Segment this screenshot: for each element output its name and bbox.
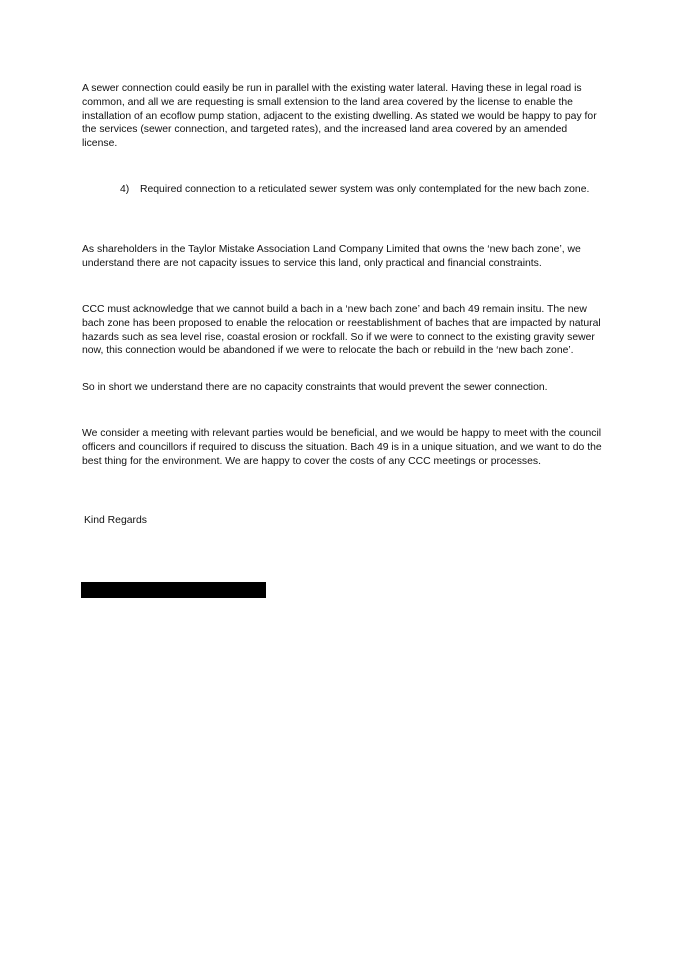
list-item-text: Required connection to a reticulated sewer system was only contemplated for the new bach zone. bbox=[140, 184, 590, 195]
paragraph-ccc-acknowledge: CCC must acknowledge that we cannot build a bach in a ‘new bach zone’ and bach 49 remain insitu. The new bach zone has been proposed to enable the relocation or reestablishment of baches that are impacted by natural hazards such as sea level rise, coastal erosion or rockfall. So if we were to connect to the existing gravity sewer now, this connection would be abandoned if we were to relocate the bach or rebuild in the ‘new bach zone’. bbox=[82, 304, 601, 357]
paragraph-shareholders: As shareholders in the Taylor Mistake Association Land Company Limited that owns the ‘new bach zone’, we understand there are not capacity issues to service this land, only practical and financial constraints. bbox=[82, 244, 581, 269]
list-item-number: 4) bbox=[120, 184, 130, 195]
paragraph-sewer-connection: A sewer connection could easily be run in parallel with the existing water lateral. Having these in legal road is common, and all we are requesting is small extension to the land area covered by the license to enable the installation of an ecoflow pump station, adjacent to the existing dwelling. As stated we would be happy to pay for the services (sewer connection, and targeted rates), and the increased land area covered by an amended license. bbox=[82, 83, 597, 150]
paragraph-meeting-request: We consider a meeting with relevant parties would be beneficial, and we would be happy to meet with the council officers and councillors if required to discuss the situation. Bach 49 is in a unique situation, and we want to do the best thing for the environment. We are happy to cover the costs of any CCC meetings or processes. bbox=[82, 428, 602, 467]
paragraph-capacity-summary: So in short we understand there are no capacity constraints that would prevent the sewer connection. bbox=[82, 382, 548, 393]
sign-off: Kind Regards bbox=[84, 515, 147, 526]
redacted-signature-block bbox=[81, 582, 266, 598]
